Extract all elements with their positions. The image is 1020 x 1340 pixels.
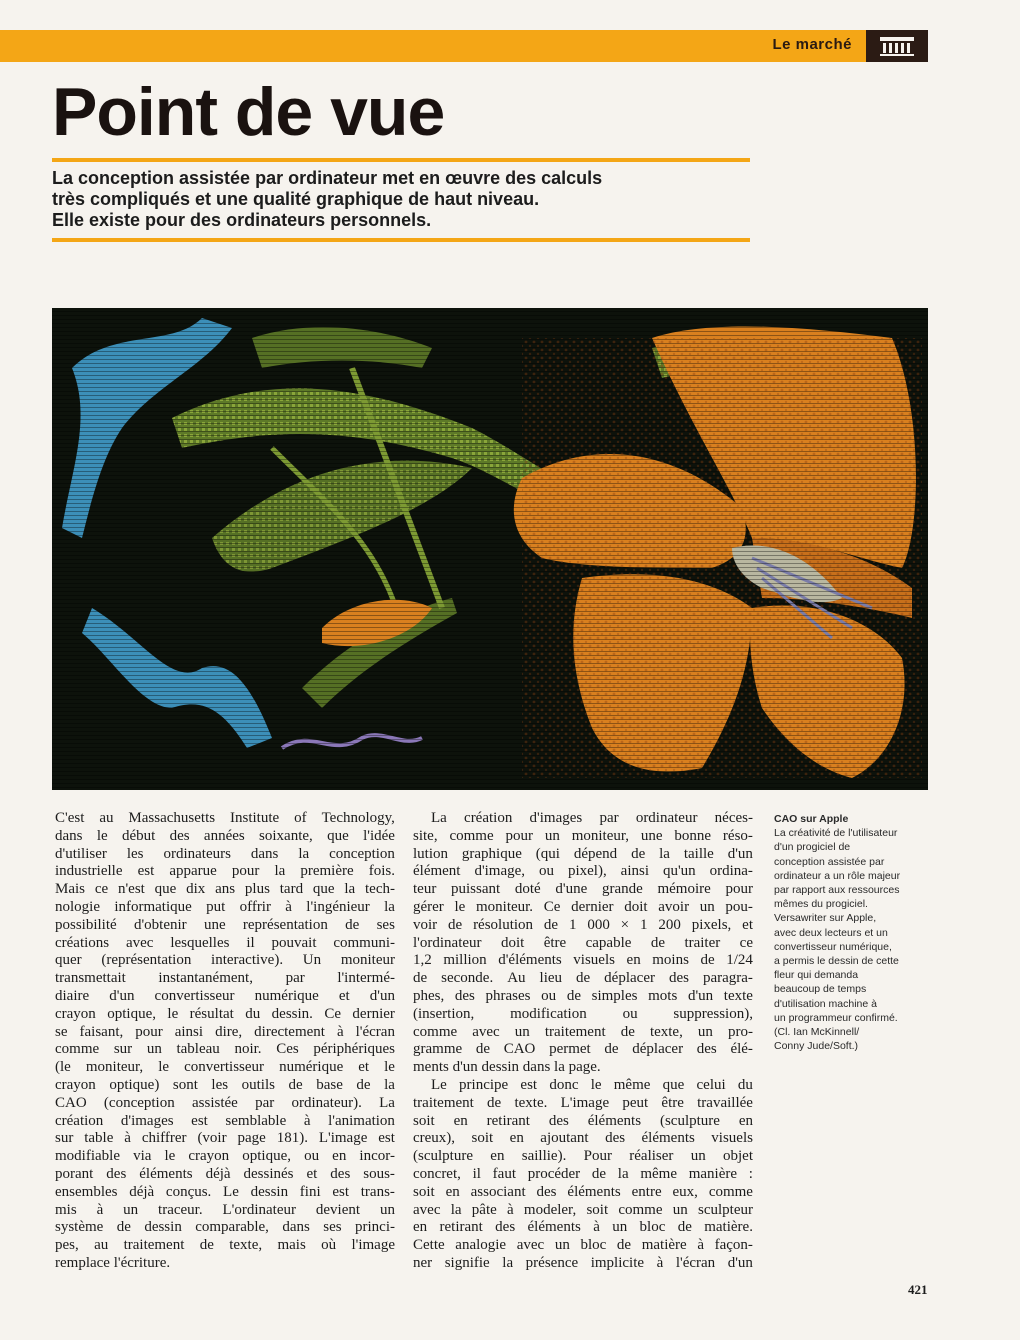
caption-line: convertisseur numérique,: [774, 940, 892, 953]
lead-rule-bottom: [52, 238, 750, 242]
caption-line: a permis le dessin de cette: [774, 955, 899, 968]
lead-line: Elle existe pour des ordinateurs personnels.: [52, 210, 432, 230]
text-line: en retirant des éléments à un bloc de matière.: [413, 1219, 753, 1236]
lead-paragraph: [52, 168, 752, 231]
section-label: Le marché: [772, 36, 852, 53]
caption-line: ordinateur a un rôle majeur: [774, 869, 901, 882]
text-line: système de dessin comparable, dans ses princi-: [55, 1219, 395, 1236]
page-number: 421: [908, 1282, 928, 1297]
text-line: (sculpture en saillie). Pour réaliser un objet: [413, 1148, 753, 1165]
text-line: (le moniteur, le convertisseur numérique et le: [55, 1059, 395, 1076]
caption-title: CAO sur Apple: [774, 813, 849, 825]
text-line: phes, des phrases ou de simples mots d'un texte: [413, 987, 753, 1004]
text-line: comme sur un tableau noir. Ces périphériques: [55, 1041, 395, 1058]
text-line: possibilité d'obtenir une représentation de ses: [55, 916, 395, 933]
text-line: gérer le moniteur. Ce dernier doit avoir un pou-: [413, 898, 753, 915]
text-line: Mais ce n'est que dix ans plus tard que la tech-: [55, 881, 395, 898]
text-line: 1,2 million d'éléments visuels en moins de 1/24: [413, 952, 753, 969]
section-icon-box: [866, 30, 928, 62]
text-line: l'ordinateur doit être capable de traiter ce: [413, 934, 753, 951]
text-line: industrielle est apparue pour la première fois.: [55, 863, 395, 880]
lead-line: La conception assistée par ordinateur met en œuvre des calculs: [52, 168, 603, 188]
caption-line: (Cl. Ian McKinnell/: [774, 1026, 860, 1039]
caption-line: un programmeur confirmé.: [774, 1011, 898, 1024]
text-line: Cette analogie avec un bloc de matière à façon-: [413, 1237, 753, 1254]
text-line: dans le début des années soixante, que l'idée: [55, 827, 395, 844]
text-line: mis à un traceur. L'ordinateur devient un: [55, 1201, 395, 1218]
caption-line: La créativité de l'utilisateur: [774, 827, 898, 840]
flower-drawing-photo: [52, 308, 928, 790]
text-line: ner signifie la présence implicite à l'écran d'un: [413, 1254, 753, 1271]
page-title: Point de vue: [52, 74, 445, 150]
text-line: lution graphique (qui dépend de la taille d'un: [413, 845, 753, 862]
text-line: soit en retirant des éléments (sculpture en: [413, 1112, 753, 1129]
text-line: CAO (conception assistée par ordinateur). La: [55, 1094, 395, 1111]
text-line: concret, il faut procéder de la même manière :: [413, 1165, 753, 1182]
text-line: ments d'un dessin dans la page.: [413, 1059, 601, 1076]
text-line: porant des éléments déjà dessinés et des sous-: [55, 1165, 395, 1182]
section-header-bar: [0, 30, 866, 62]
text-line: d'utiliser les ordinateurs dans la conception: [55, 845, 395, 862]
text-line: gramme de CAO permet de déplacer des élé-: [413, 1041, 753, 1058]
text-line: crayon optique) sont les outils de base de la: [55, 1076, 395, 1093]
text-line: se faisant, pour ainsi dire, directement à l'écran: [55, 1023, 395, 1040]
caption-line: Versawriter sur Apple,: [774, 912, 877, 925]
text-line: créations avec lesquelles il pouvait communi-: [55, 934, 395, 951]
caption-line: Conny Jude/Soft.): [774, 1040, 859, 1053]
caption-line: conception assistée par: [774, 855, 885, 868]
flower-drawing-illustration: [52, 308, 928, 790]
text-line: sur table à chiffrer (voir page 181). L'image est: [55, 1130, 395, 1147]
lead-rule-top: [52, 158, 750, 162]
caption-line: beaucoup de temps: [774, 983, 867, 996]
text-line: ensembles déjà conçus. Le dessin fini est trans-: [55, 1183, 395, 1200]
caption-line: mêmes du progiciel.: [774, 898, 868, 911]
photo-caption: [774, 812, 934, 1053]
article-column-1: [55, 810, 395, 1273]
text-line: site, comme pour un moniteur, une bonne réso-: [413, 827, 753, 844]
article-column-2: [413, 810, 753, 1273]
caption-line: d'un progiciel de: [774, 841, 851, 854]
text-line: quer (représentation interactive). Un moniteur: [55, 952, 395, 969]
text-line: traitement de texte. L'image peut être travaillée: [413, 1094, 753, 1111]
text-line: avec la pâte à modeler, soit comme un sculpteur: [413, 1201, 753, 1218]
text-line: nologie informatique put offrir à l'ingénieur la: [55, 898, 395, 915]
text-line: La création d'images par ordinateur néces-: [431, 810, 753, 826]
caption-line: d'utilisation machine à: [774, 997, 877, 1010]
lead-line: très compliqués et une qualité graphique de haut niveau.: [52, 189, 540, 209]
text-line: transmettait instantanément, par l'intermé-: [55, 970, 395, 987]
text-line: voir de résolution de 1 000 × 1 200 pixels, et: [413, 916, 753, 933]
text-line: de seconde. Au lieu de déplacer des paragra-: [413, 970, 753, 987]
caption-line: avec deux lecteurs et un: [774, 926, 888, 939]
text-line: creux), soit en ajoutant des éléments visuels: [413, 1130, 753, 1147]
text-line: élément d'image, ou pixel), ainsi qu'un ordina-: [413, 863, 753, 880]
text-line: remplace l'écriture.: [55, 1254, 171, 1271]
text-line: comme avec un traitement de texte, un pro-: [413, 1023, 753, 1040]
caption-line: par rapport aux ressources: [774, 884, 900, 897]
text-line: modifiable via le crayon optique, ou en incor-: [55, 1148, 395, 1165]
text-line: C'est au Massachusetts Institute of Technology,: [55, 810, 395, 826]
text-line: Le principe est donc le même que celui du: [431, 1076, 753, 1093]
text-line: création d'images est semblable à l'animation: [55, 1112, 395, 1129]
text-line: (insertion, modification ou suppression),: [413, 1005, 753, 1022]
building-columns-icon: [879, 35, 915, 57]
text-line: crayon optique, le résultat du dessin. Ce dernier: [55, 1005, 395, 1022]
text-line: teur puissant doté d'une grande mémoire pour: [413, 881, 753, 898]
text-line: pes, au traitement de texte, mais où l'image: [55, 1237, 395, 1254]
caption-line: fleur qui demanda: [774, 969, 859, 982]
text-line: diaire d'un convertisseur numérique et d'un: [55, 987, 395, 1004]
text-line: soit en associant des éléments entre eux, comme: [413, 1183, 753, 1200]
